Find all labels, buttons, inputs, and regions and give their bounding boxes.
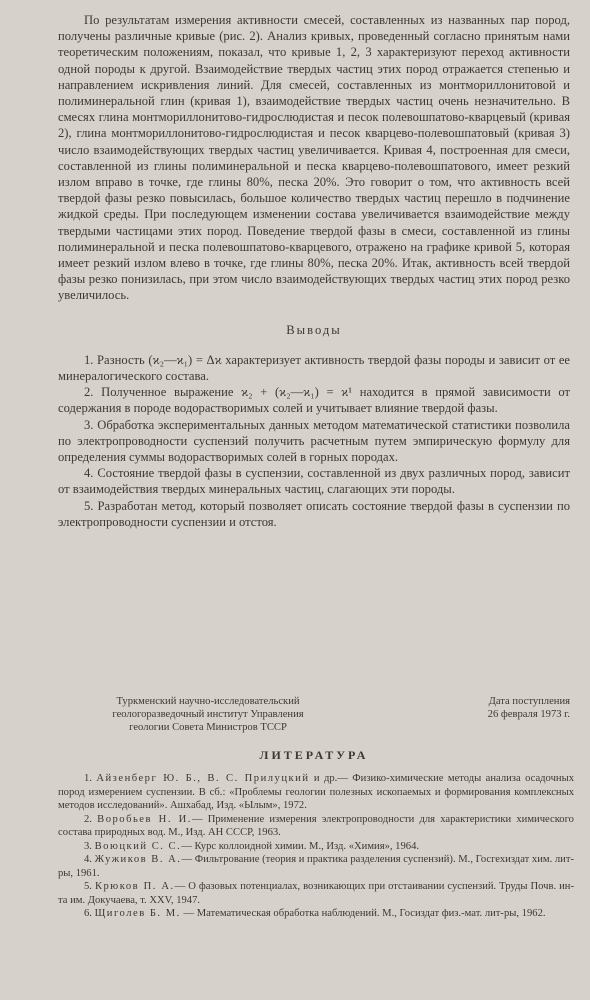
institution-affiliation (58, 695, 358, 734)
reference-text: — Фильтрование (теория и практика разделения суспензий). М., Госгехиздат хим. лит-ры, 1961. (58, 854, 574, 879)
affiliation-line: Туркменский научно-исследовательский (116, 696, 300, 707)
reference-author: Воробьев Н. И. (97, 813, 192, 825)
reference-text: — О фазовых потенциалах, возникающих при отстаивании суспензий. Труды Почв. ин-та им. Докучаева, т. XXV, 1947. (58, 881, 574, 906)
reference-item (58, 907, 574, 921)
reference-item (58, 840, 574, 854)
affiliation-line: геологоразведочный институт Управления (112, 709, 304, 720)
conclusion-item: 5. Разработан метод, который позволяет описать состояние твердой фазы в суспензии по электропроводности суспензии и отстоя. (58, 498, 570, 529)
conclusion-item: 1. Разность (ϰ₂—ϰ₁) = Δϰ характеризует активность твердой фазы породы и зависит от ее минералогического состава. (58, 352, 570, 384)
reference-number: 4. (84, 854, 92, 865)
reference-number: 5. (84, 881, 92, 892)
reference-author: Жужиков В. А. (94, 854, 182, 865)
results-paragraph: По результатам измерения активности смесей, составленных из названных пар пород, получены различные кривые (рис. 2). Анализ кривых, проведенный согласно принятым нами теоретическим положениям, показал, что кривые 1, 2, 3 характеризуют переход активности одной породы к другой. Взаимодействие твердых частиц этих пород отражается степенью и направлением искривления линий. Для смесей, составленных из монтмориллонитовой и полиминеральной глин (кривая 1), взаимодействие твердых частиц очень незначительно. В смесях глина монтмориллонитово-гидрослюдистая и песок полевошпатово-кварцевый (кривая 2), глина монтмориллонитово-гидрослюдистая и песок кварцево-полевошпатовый (кривая 3) число взаимодействующих твердых частиц увеличивается. Кривая 4, построенная для смеси, составленной из глины полиминеральной и песка кварцево-полевошпатового, имеет резкий излом вправо в точке, где глины 80%, песка 20%. Это говорит о том, что активность всей твердой фазы резко повысилась, большое количество твердых частиц перешло в подчинение жидкой среды. При последующем изменении состава увеличивается взаимодействие между твердыми частицами этих пород. Поведение твердой фазы в смеси, составленной из глины полиминеральной и песка полевошпатово-кварцевого, отражено на графике кривой 5, которая имеет резкий излом влево в точке, где глины 80%, песка 20%. Итак, активность всей твердой фазы резко понизилась, при этом число взаимодействующих твердых частиц этих пород резко увеличилось. (58, 13, 570, 303)
affiliation-line: геологии Совета Министров ТССР (129, 722, 287, 733)
reference-item (58, 813, 574, 840)
conclusion-item: 2. Полученное выражение ϰ₂ + (ϰ₂—ϰ₁) = ϰ¹ находится в прямой зависимости от содержания в породе водорастворимых солей и учитывает влияние твердой фазы. (58, 385, 570, 416)
literature-heading: ЛИТЕРАТУРА (259, 748, 369, 762)
reference-number: 3. (84, 840, 92, 852)
received-value: 26 февраля 1973 г. (487, 709, 570, 720)
conclusion-item: 3. Обработка экспериментальных данных методом математической статистики позволила по электропроводности суспензий получить расчетным путем эмпирическую формулу для определения суммы водорастворимых солей в горных породах. (58, 417, 570, 465)
reference-number: 1. (84, 773, 92, 784)
reference-text: — Математическая обработка наблюдений. М., Госиздат физ.-мат. лит-ры, 1962. (180, 908, 546, 919)
reference-item (58, 880, 574, 907)
conclusion-item: 4. Состояние твердой фазы в суспензии, составленной из двух различных пород, зависит от взаимодействия твердых минеральных частиц, слагающих эти породы. (58, 466, 570, 497)
reference-author: Айзенберг Ю. Б., В. С. Прилуцкий (96, 773, 310, 784)
reference-author: Щиголев Б. М. (94, 908, 181, 919)
reference-text: — Курс коллоидной химии. М., Изд. «Химия», 1964. (181, 840, 420, 852)
reference-author: Воюцкий С. С. (94, 840, 182, 852)
reference-text: — Применение измерения электропроводности для характеристики химического состава природных вод. М., Изд. АН СССР, 1963. (58, 813, 574, 838)
reference-item (58, 772, 574, 813)
reference-text: и др.— Физико-химические методы анализа осадочных пород измерением суспензии. В сб.: «Проблемы геологии полезных ископаемых и формирования комплексных методов исследований». Ашхабад, Изд. «Ылым», 1972. (58, 773, 574, 811)
received-date (390, 695, 570, 721)
received-label: Дата поступления (488, 696, 570, 707)
conclusions-list (58, 352, 570, 530)
reference-number: 6. (84, 908, 92, 919)
main-text (58, 12, 570, 530)
reference-number: 2. (84, 813, 92, 825)
conclusions-heading: Выводы (286, 322, 342, 337)
reference-author: Крюков П. А. (94, 881, 175, 892)
reference-item (58, 853, 574, 880)
reference-list (58, 772, 574, 921)
